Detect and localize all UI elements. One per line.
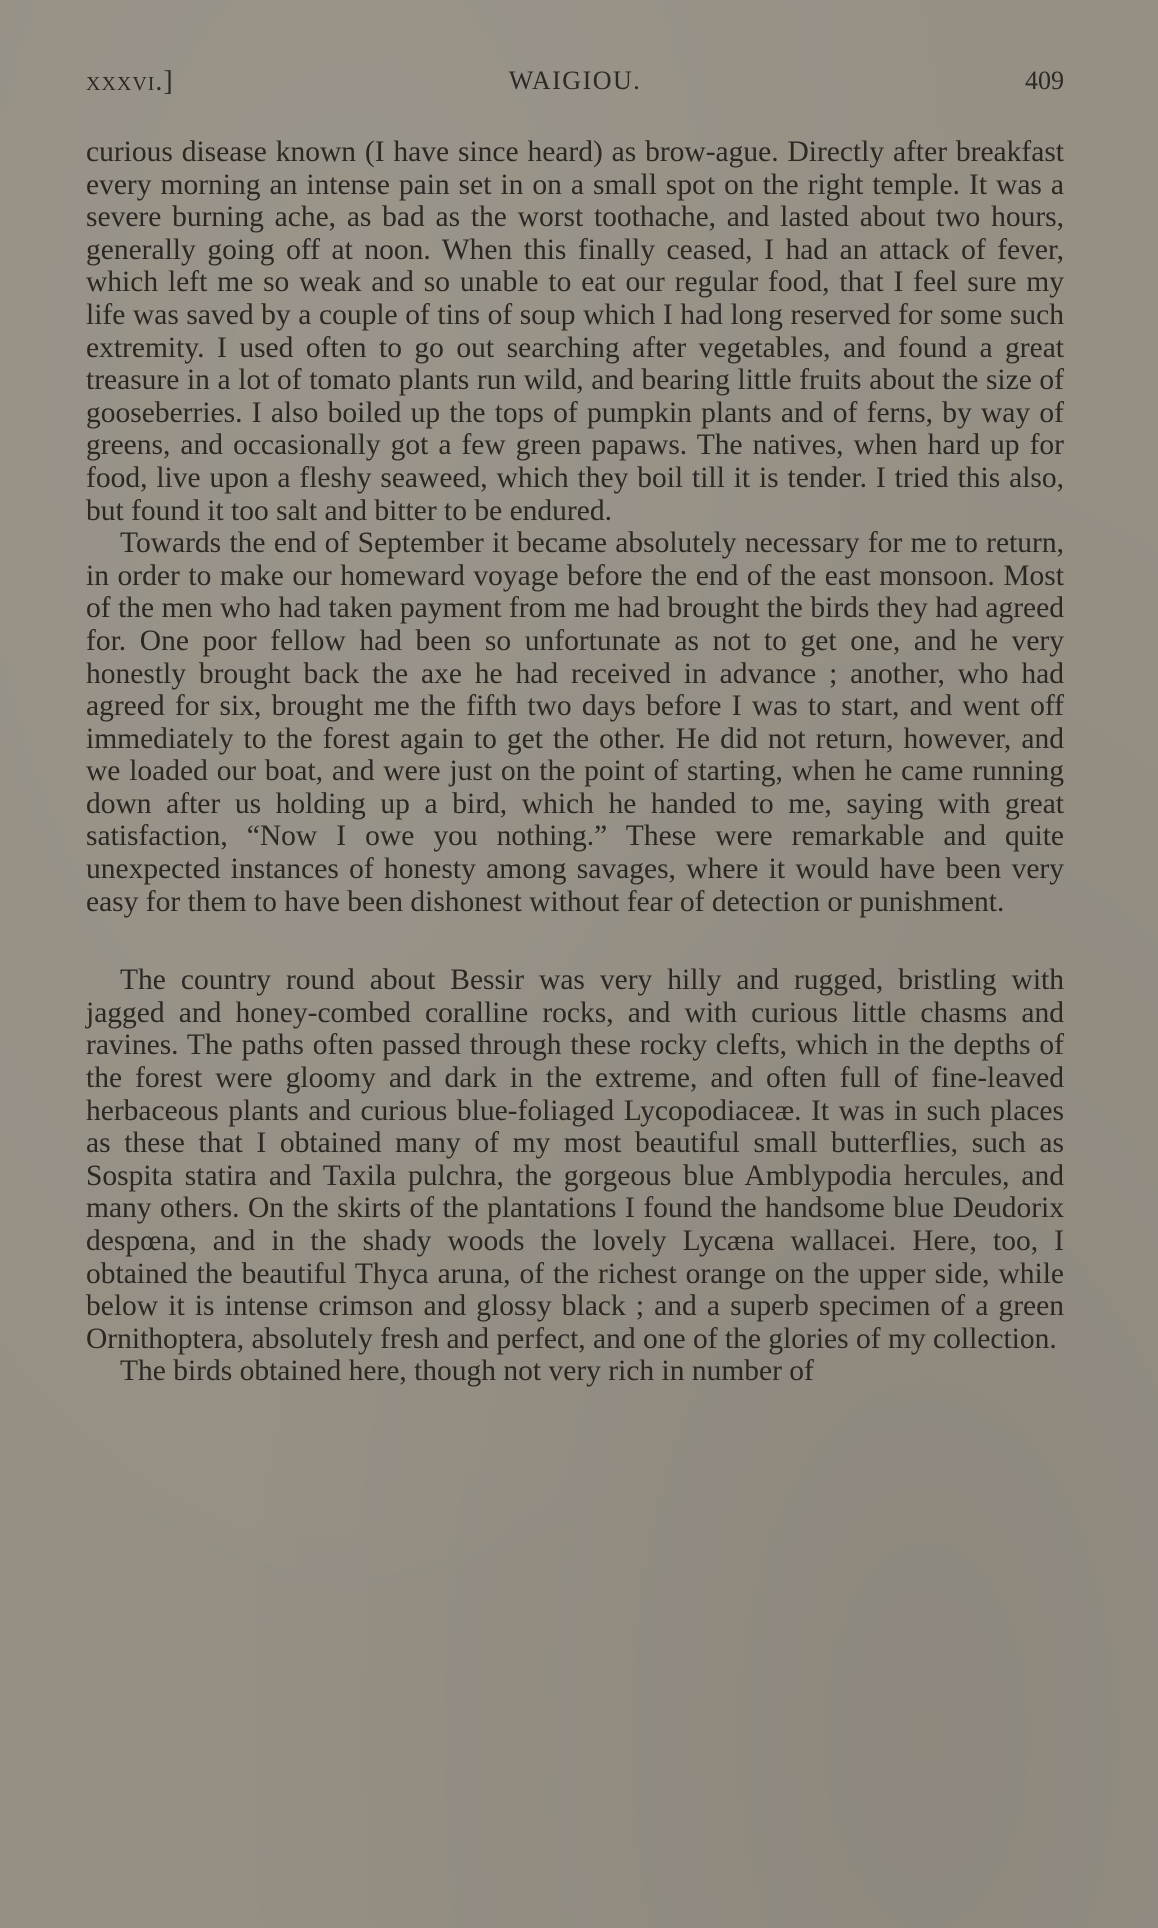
section-gap	[86, 918, 1064, 964]
page-number: 409	[1025, 66, 1064, 95]
paragraph-birds: The birds obtained here, though not very rich in number of	[120, 1355, 814, 1388]
paragraph-departure: Towards the end of September it became absolutely necessary for me to return, in order to make our homeward voyage before the end of the east monsoon. Most of the men who had taken payment from me had brought the birds they had agreed for. One poor fellow had been so unfortunate as not to get one, and he very honestly brought back the axe he had received in advance ; another, who had agreed for six, brought me the fifth two days before I was to start, and went off immediately to the forest again to get the other. He did not return, however, and we loaded our boat, and were just on the point of starting, when he came running down after us holding up a bird, which he handed to me, saying with great satisfaction, “Now I owe you nothing.” These were remarkable and quite unexpected instances of honesty among savages, where it would have been very easy for them to have been dishonest without fear of detection or punishment.	[86, 527, 1064, 918]
paragraph-brow-ague: curious disease known (I have since heard) as brow-ague. Directly after breakfast every morning an intense pain set in on a small spot on the right temple. It was a severe burning ache, as bad as the worst toothache, and lasted about two hours, generally going off at noon. When this finally ceased, I had an attack of fever, which left me so weak and so unable to eat our regular food, that I feel sure my life was saved by a couple of tins of soup which I had long reserved for some such extremity. I used often to go out searching after vegetables, and found a great treasure in a lot of tomato plants run wild, and bearing little fruits about the size of gooseberries. I also boiled up the tops of pumpkin plants and of ferns, by way of greens, and occasionally got a few green papaws. The natives, when hard up for food, live upon a fleshy seaweed, which they boil till it is tender. I tried this also, but found it too salt and bitter to be endured.	[86, 136, 1064, 527]
running-head	[86, 66, 1064, 102]
body-text	[86, 136, 1064, 1388]
running-title: WAIGIOU.	[508, 66, 642, 95]
paragraph-bessir-country: The country round about Bessir was very hilly and rugged, bristling with jagged and honey-combed coralline rocks, and with curious little chasms and ravines. The paths often passed through these rocky clefts, which in the depths of the forest were gloomy and dark in the extreme, and often full of fine-leaved herbaceous plants and curious blue-foliaged Lycopodiaceæ. It was in such places as these that I obtained many of my most beautiful small butterflies, such as Sospita statira and Taxila pulchra, the gorgeous blue Amblypodia hercules, and many others. On the skirts of the plantations I found the handsome blue Deudorix despœna, and in the shady woods the lovely Lycæna wallacei. Here, too, I obtained the beautiful Thyca aruna, of the richest orange on the upper side, while below it is intense crimson and glossy black ; and a superb specimen of a green Ornithoptera, absolutely fresh and perfect, and one of the glories of my collection.	[86, 964, 1064, 1355]
chapter-marker: xxxvi.]	[86, 66, 174, 97]
